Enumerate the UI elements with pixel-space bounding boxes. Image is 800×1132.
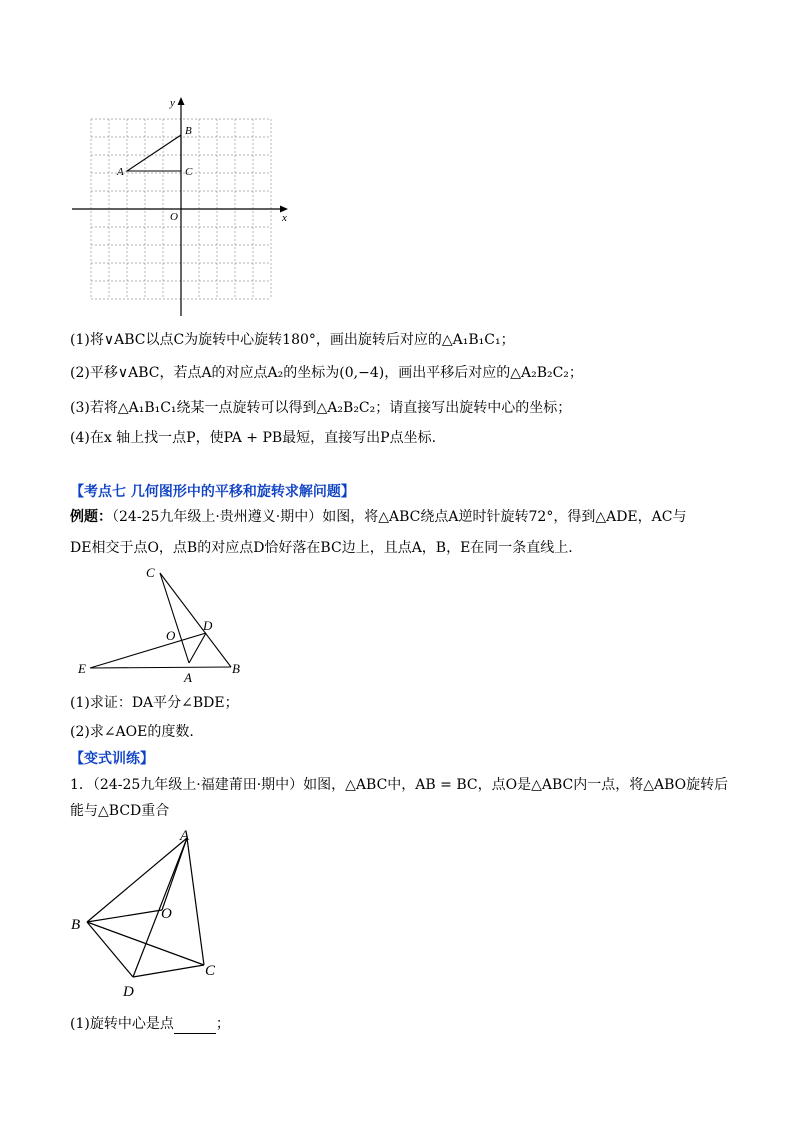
coordinate-grid-figure: [66, 92, 306, 322]
rotation-figure: [70, 560, 270, 690]
label-d: D: [123, 984, 134, 1000]
label-e: E: [78, 661, 86, 676]
example-question-2: (2)求∠AOE的度数.: [70, 724, 194, 740]
variant-question-1: [70, 1014, 230, 1034]
label-point-c: C: [185, 166, 193, 178]
label-y: y: [170, 97, 175, 109]
label-origin: O: [170, 211, 178, 223]
label-c: C: [205, 963, 216, 979]
variant-question-1-text: (1)旋转中心是点: [70, 1016, 174, 1032]
answer-blank[interactable]: [174, 1019, 216, 1034]
segment-cb: [160, 573, 231, 667]
question-3: (3)若将△A₁B₁C₁绕某一点旋转可以得到△A₂B₂C₂；请直接写出旋转中心的坐标；: [70, 400, 572, 416]
label-o: O: [161, 906, 172, 922]
triangle-abc: [127, 135, 181, 171]
label-a: A: [184, 670, 192, 685]
section-title: 【考点七 几何图形中的平移和旋转求解问题】: [70, 484, 355, 500]
label-c: C: [146, 565, 155, 580]
example-line-1: [70, 507, 686, 527]
label-o: O: [166, 628, 176, 643]
segment-ac: [187, 838, 204, 965]
segment-eb: [90, 667, 231, 668]
label-a: A: [180, 828, 190, 844]
variant-line-2: 能与△BCD重合: [70, 803, 170, 819]
question-4: (4)在x 轴上找一点P，使PA + PB最短，直接写出P点坐标.: [70, 430, 437, 446]
variant-title: 【变式训练】: [70, 751, 154, 767]
segment-dc: [133, 965, 204, 977]
example-line-2: DE相交于点O，点B的对应点D恰好落在BC边上，且点A，B，E在同一条直线上.: [70, 540, 573, 556]
example-question-1: (1)求证：DA平分∠BDE；: [70, 695, 239, 711]
quadrilateral-figure: [66, 826, 236, 1001]
variant-line-1: 1．（24-25九年级上·福建莆田·期中）如图，△ABC中，AB = BC，点O是△ABC内一点，将△ABO旋转后: [70, 777, 729, 793]
question-1: (1)将∨ABC以点C为旋转中心旋转180°，画出旋转后对应的△A₁B₁C₁；: [70, 332, 515, 348]
y-axis-arrow: [178, 97, 185, 105]
label-d: D: [203, 618, 213, 633]
question-2: (2)平移∨ABC，若点A的对应点A₂的坐标为(0,−4)，画出平移后对应的△A₂B₂C₂；: [70, 365, 583, 381]
segment-ca: [160, 573, 189, 663]
label-point-b: B: [185, 125, 192, 137]
label-b: B: [71, 917, 81, 933]
variant-question-1-end: ；: [215, 1016, 230, 1032]
example-text-1: （24-25九年级上·贵州遵义·期中）如图，将△ABC绕点A逆时针旋转72°，得到△ADE，AC与: [112, 509, 687, 525]
label-b: B: [232, 661, 240, 676]
label-x: x: [282, 212, 287, 224]
label-point-a: A: [117, 166, 124, 178]
example-label: 例题：: [70, 509, 112, 525]
